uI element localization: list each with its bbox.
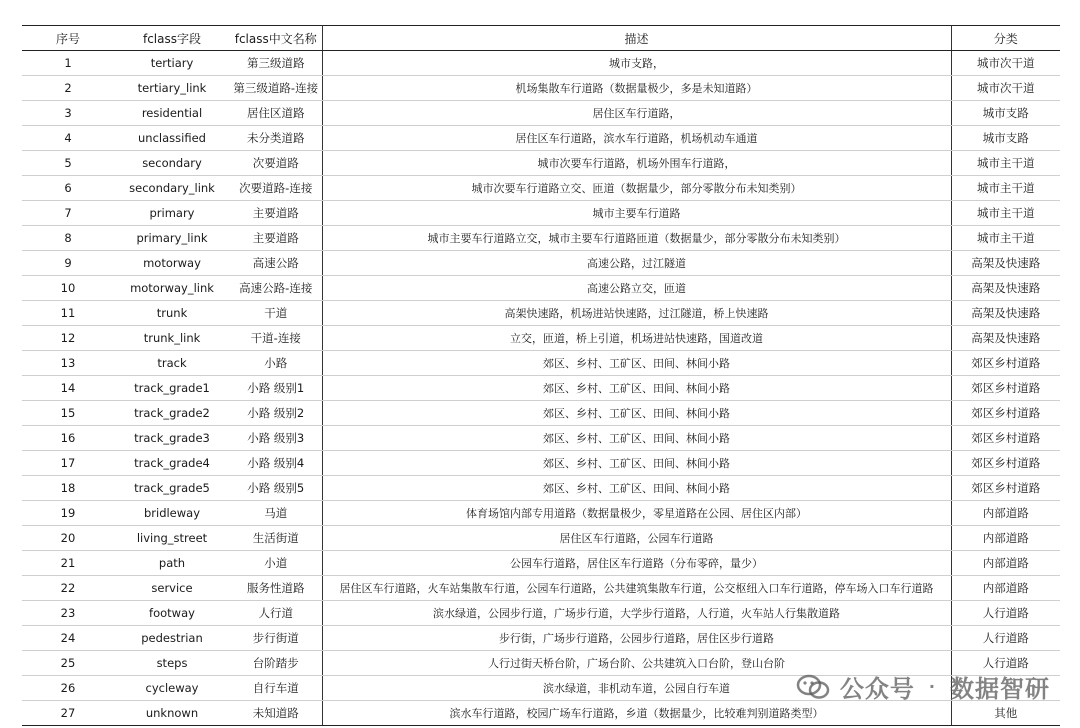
cell-category: 内部道路 <box>951 551 1060 576</box>
cell-category: 郊区乡村道路 <box>951 401 1060 426</box>
table-row <box>22 501 1060 526</box>
cell-field: motorway_link <box>114 276 230 301</box>
cell-index: 6 <box>22 176 114 201</box>
cell-index: 8 <box>22 226 114 251</box>
cell-field: pedestrian <box>114 626 230 651</box>
table-row <box>22 476 1060 501</box>
cell-description: 郊区、乡村、工矿区、田间、林间小路 <box>322 451 951 476</box>
cell-description: 郊区、乡村、工矿区、田间、林间小路 <box>322 401 951 426</box>
cell-index: 19 <box>22 501 114 526</box>
cell-category: 城市次干道 <box>951 51 1060 76</box>
cell-index: 12 <box>22 326 114 351</box>
cell-index: 25 <box>22 651 114 676</box>
cell-field: track_grade1 <box>114 376 230 401</box>
table-row <box>22 426 1060 451</box>
table-row <box>22 601 1060 626</box>
cell-description: 高速公路，过江隧道 <box>322 251 951 276</box>
cell-name: 高速公路-连接 <box>230 276 322 301</box>
cell-description: 步行街，广场步行道路，公园步行道路，居住区步行道路 <box>322 626 951 651</box>
cell-description: 郊区、乡村、工矿区、田间、林间小路 <box>322 426 951 451</box>
cell-description: 滨水绿道，公园步行道，广场步行道，大学步行道路，人行道，火车站人行集散道路 <box>322 601 951 626</box>
cell-field: secondary_link <box>114 176 230 201</box>
cell-field: tertiary <box>114 51 230 76</box>
table-row <box>22 201 1060 226</box>
fclass-table <box>22 25 1060 726</box>
table-row <box>22 326 1060 351</box>
cell-category: 内部道路 <box>951 501 1060 526</box>
table-row <box>22 376 1060 401</box>
cell-index: 18 <box>22 476 114 501</box>
cell-index: 11 <box>22 301 114 326</box>
table-row <box>22 551 1060 576</box>
cell-name: 自行车道 <box>230 676 322 701</box>
cell-index: 21 <box>22 551 114 576</box>
watermark-brand: 数据智研 <box>950 675 1050 703</box>
table-header <box>22 26 1060 51</box>
cell-field: secondary <box>114 151 230 176</box>
header-row <box>22 26 1060 51</box>
cell-category: 内部道路 <box>951 526 1060 551</box>
cell-name: 生活街道 <box>230 526 322 551</box>
cell-description: 高架快速路，机场进站快速路，过江隧道，桥上快速路 <box>322 301 951 326</box>
cell-category: 郊区乡村道路 <box>951 351 1060 376</box>
table-row <box>22 276 1060 301</box>
cell-field: track_grade5 <box>114 476 230 501</box>
cell-description: 滨水车行道路，校园广场车行道路，乡道（数据量少，比较难判别道路类型） <box>322 701 951 726</box>
cell-name: 未知道路 <box>230 701 322 726</box>
cell-field: bridleway <box>114 501 230 526</box>
table-row <box>22 676 1060 701</box>
table-row <box>22 526 1060 551</box>
cell-field: path <box>114 551 230 576</box>
cell-index: 3 <box>22 101 114 126</box>
cell-name: 次要道路 <box>230 151 322 176</box>
cell-name: 服务性道路 <box>230 576 322 601</box>
cell-description: 居住区车行道路， <box>322 101 951 126</box>
cell-name: 次要道路-连接 <box>230 176 322 201</box>
cell-name: 步行街道 <box>230 626 322 651</box>
cell-category: 城市支路 <box>951 126 1060 151</box>
cell-name: 干道 <box>230 301 322 326</box>
cell-category: 城市主干道 <box>951 201 1060 226</box>
cell-category: 郊区乡村道路 <box>951 376 1060 401</box>
cell-name: 高速公路 <box>230 251 322 276</box>
cell-field: residential <box>114 101 230 126</box>
table-row <box>22 351 1060 376</box>
cell-index: 24 <box>22 626 114 651</box>
cell-description: 体育场馆内部专用道路（数据量极少，零星道路在公园、居住区内部） <box>322 501 951 526</box>
table-row <box>22 451 1060 476</box>
cell-description: 郊区、乡村、工矿区、田间、林间小路 <box>322 376 951 401</box>
watermark-separator: · <box>928 677 936 696</box>
table-row <box>22 101 1060 126</box>
table-row <box>22 151 1060 176</box>
cell-field: tertiary_link <box>114 76 230 101</box>
table-row <box>22 301 1060 326</box>
cell-field: track_grade4 <box>114 451 230 476</box>
table-row <box>22 76 1060 101</box>
cell-index: 9 <box>22 251 114 276</box>
header-index: 序号 <box>22 26 114 51</box>
cell-name: 人行道 <box>230 601 322 626</box>
table-row <box>22 126 1060 151</box>
cell-field: living_street <box>114 526 230 551</box>
cell-field: motorway <box>114 251 230 276</box>
cell-name: 第三级道路 <box>230 51 322 76</box>
road-classification-sheet <box>22 25 1060 726</box>
cell-category: 郊区乡村道路 <box>951 426 1060 451</box>
cell-index: 4 <box>22 126 114 151</box>
cell-category: 高架及快速路 <box>951 326 1060 351</box>
header-category: 分类 <box>951 26 1060 51</box>
cell-index: 22 <box>22 576 114 601</box>
cell-name: 未分类道路 <box>230 126 322 151</box>
cell-category: 人行道路 <box>951 601 1060 626</box>
cell-index: 7 <box>22 201 114 226</box>
cell-category: 城市主干道 <box>951 151 1060 176</box>
cell-field: primary_link <box>114 226 230 251</box>
cell-description: 郊区、乡村、工矿区、田间、林间小路 <box>322 476 951 501</box>
cell-index: 27 <box>22 701 114 726</box>
cell-category: 其他 <box>951 701 1060 726</box>
cell-description: 居住区车行道路，火车站集散车行道，公园车行道路，公共建筑集散车行道，公交枢纽入口车行道路，停车场入口车行道路 <box>322 576 951 601</box>
table-row <box>22 701 1060 726</box>
cell-description: 公园车行道路，居住区车行道路（分布零碎，量少） <box>322 551 951 576</box>
table-row <box>22 626 1060 651</box>
cell-description: 高速公路立交，匝道 <box>322 276 951 301</box>
cell-index: 23 <box>22 601 114 626</box>
cell-category: 城市主干道 <box>951 226 1060 251</box>
watermark-prefix: 公众号 <box>839 675 915 703</box>
cell-name: 台阶踏步 <box>230 651 322 676</box>
cell-description: 城市次要车行道路立交、匝道（数据量少，部分零散分布未知类别） <box>322 176 951 201</box>
cell-index: 16 <box>22 426 114 451</box>
cell-name: 小路 <box>230 351 322 376</box>
cell-name: 主要道路 <box>230 201 322 226</box>
cell-description: 居住区车行道路，滨水车行道路，机场机动车通道 <box>322 126 951 151</box>
cell-index: 14 <box>22 376 114 401</box>
cell-name: 小道 <box>230 551 322 576</box>
cell-index: 17 <box>22 451 114 476</box>
cell-category: 郊区乡村道路 <box>951 451 1060 476</box>
cell-index: 13 <box>22 351 114 376</box>
cell-name: 小路 级别4 <box>230 451 322 476</box>
cell-field: unknown <box>114 701 230 726</box>
cell-category: 城市支路 <box>951 101 1060 126</box>
cell-index: 15 <box>22 401 114 426</box>
cell-description: 城市支路， <box>322 51 951 76</box>
header-field: fclass字段 <box>114 26 230 51</box>
cell-description: 郊区、乡村、工矿区、田间、林间小路 <box>322 351 951 376</box>
cell-description: 立交，匝道，桥上引道，机场进站快速路，国道改道 <box>322 326 951 351</box>
cell-name: 小路 级别1 <box>230 376 322 401</box>
cell-index: 5 <box>22 151 114 176</box>
cell-description: 居住区车行道路，公园车行道路 <box>322 526 951 551</box>
cell-category: 内部道路 <box>951 576 1060 601</box>
cell-index: 20 <box>22 526 114 551</box>
cell-name: 马道 <box>230 501 322 526</box>
table-row <box>22 651 1060 676</box>
cell-field: unclassified <box>114 126 230 151</box>
cell-field: track <box>114 351 230 376</box>
cell-name: 第三级道路-连接 <box>230 76 322 101</box>
cell-description: 城市主要车行道路立交，城市主要车行道路匝道（数据量少，部分零散分布未知类别） <box>322 226 951 251</box>
cell-category <box>951 676 1060 701</box>
cell-name: 干道-连接 <box>230 326 322 351</box>
cell-field: track_grade2 <box>114 401 230 426</box>
cell-category: 人行道路 <box>951 626 1060 651</box>
cell-field: track_grade3 <box>114 426 230 451</box>
cell-description: 城市主要车行道路 <box>322 201 951 226</box>
header-name: fclass中文名称 <box>230 26 322 51</box>
cell-category: 高架及快速路 <box>951 251 1060 276</box>
table-row <box>22 401 1060 426</box>
table-row <box>22 226 1060 251</box>
cell-name: 小路 级别2 <box>230 401 322 426</box>
cell-description: 人行过街天桥台阶，广场台阶、公共建筑入口台阶，登山台阶 <box>322 651 951 676</box>
table-row <box>22 176 1060 201</box>
table-row <box>22 576 1060 601</box>
cell-field: trunk <box>114 301 230 326</box>
cell-category: 郊区乡村道路 <box>951 476 1060 501</box>
cell-name: 小路 级别5 <box>230 476 322 501</box>
cell-field: service <box>114 576 230 601</box>
table-row <box>22 251 1060 276</box>
cell-index: 26 <box>22 676 114 701</box>
cell-field: primary <box>114 201 230 226</box>
cell-category: 人行道路 <box>951 651 1060 676</box>
cell-index: 2 <box>22 76 114 101</box>
cell-field: trunk_link <box>114 326 230 351</box>
cell-name: 主要道路 <box>230 226 322 251</box>
cell-field: steps <box>114 651 230 676</box>
cell-description: 机场集散车行道路（数据量极少，多是未知道路） <box>322 76 951 101</box>
header-description: 描述 <box>322 26 951 51</box>
cell-name: 小路 级别3 <box>230 426 322 451</box>
table-body <box>22 51 1060 726</box>
cell-description: 城市次要车行道路，机场外围车行道路， <box>322 151 951 176</box>
cell-category: 城市主干道 <box>951 176 1060 201</box>
cell-category: 高架及快速路 <box>951 276 1060 301</box>
cell-category: 城市次干道 <box>951 76 1060 101</box>
cell-description: 滨水绿道，非机动车道，公园自行车道 <box>322 676 951 701</box>
cell-category: 高架及快速路 <box>951 301 1060 326</box>
cell-field: cycleway <box>114 676 230 701</box>
cell-index: 1 <box>22 51 114 76</box>
table-row <box>22 51 1060 76</box>
cell-index: 10 <box>22 276 114 301</box>
cell-name: 居住区道路 <box>230 101 322 126</box>
cell-field: footway <box>114 601 230 626</box>
